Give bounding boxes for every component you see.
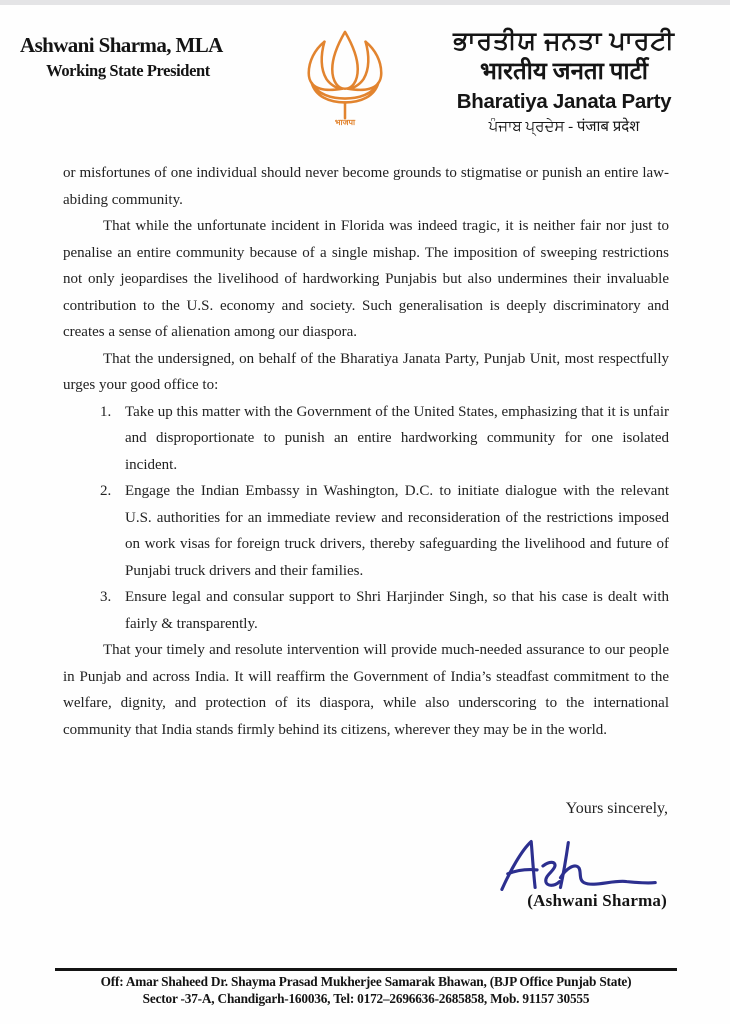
handwritten-signature-icon bbox=[498, 836, 664, 896]
list-item-text: Take up this matter with the Government of the United States, emphasizing that it is unfair and disproportionate to punish an entire hardworking community for one isolated incident. bbox=[125, 403, 669, 473]
top-border bbox=[0, 0, 730, 5]
sender-designation: Working State President bbox=[46, 61, 210, 80]
list-item bbox=[63, 584, 669, 637]
sender-name: Ashwani Sharma, MLA bbox=[20, 33, 223, 57]
paragraph: That the undersigned, on behalf of the Bharatiya Janata Party, Punjab Unit, most respectfully urges your good office to: bbox=[63, 350, 669, 393]
party-region: ਪੰਜਾਬ ਪ੍ਰਦੇਸ - पंजाब प्रदेश bbox=[488, 119, 640, 135]
list-item-text: Ensure legal and consular support to Shri Harjinder Singh, so that his case is dealt with fairly & transparently. bbox=[125, 589, 669, 632]
lotus-icon bbox=[296, 24, 394, 128]
request-list bbox=[63, 399, 669, 638]
list-item bbox=[63, 478, 669, 584]
office-address-footer bbox=[55, 968, 677, 1007]
party-name-hindi: भारतीय जनता पार्टी bbox=[480, 59, 648, 85]
sender-block bbox=[20, 33, 223, 81]
list-item-number: 2. bbox=[100, 483, 112, 499]
party-name-english: Bharatiya Janata Party bbox=[456, 90, 672, 113]
paragraph: or misfortunes of one individual should never become grounds to stigmatise or punish an entire law-abiding community. bbox=[63, 165, 669, 208]
salutation: Yours sincerely, bbox=[565, 800, 668, 817]
logo-caption-text: भाजपा bbox=[334, 118, 356, 127]
bjp-lotus-logo-icon bbox=[294, 24, 396, 127]
closing-paragraph: That your timely and resolute intervention will provide much-needed assurance to our people in Punjab and across India. It will reaffirm the Government of India’s steadfast commitment to the welfare, dignity, and protection of its diaspora, while also underscoring to the international community that India stands firmly behind its citizens, wherever they may be in the world. bbox=[63, 642, 669, 738]
list-item-number: 3. bbox=[100, 589, 112, 605]
paragraph: That while the unfortunate incident in Florida was indeed tragic, it is neither fair nor just to penalise an entire community because of a single mishap. The imposition of sweeping restrictions not only jeopardises the livelihood of hardworking Punjabis but also undermines their invaluable contribution to the U.S. economy and society. Such generalisation is deeply discriminatory and creates a sense of alienation among our diaspora. bbox=[63, 218, 669, 340]
letter-body bbox=[63, 160, 669, 743]
list-item-number: 1. bbox=[100, 403, 112, 420]
list-item bbox=[63, 399, 669, 479]
footer-address-line2: Sector -37-A, Chandigarh-160036, Tel: 0172–2696636-2685858, Mob. 91157 30555 bbox=[142, 990, 590, 1006]
signatory-name: (Ashwani Sharma) bbox=[527, 891, 667, 910]
party-name-block bbox=[420, 26, 708, 140]
footer-address-line1: Off: Amar Shaheed Dr. Shayma Prasad Mukherjee Samarak Bhawan, (BJP Office Punjab State) bbox=[100, 974, 632, 989]
party-name-gurmukhi: ਭਾਰਤੀਯ ਜਨਤਾ ਪਾਰਟੀ bbox=[453, 28, 675, 55]
list-item-text: Engage the Indian Embassy in Washington, D.C. to initiate dialogue with the relevant U.S. authorities for an immediate review and reconsideration of the restrictions imposed on work visas for foreign truck drivers, thereby safeguarding the livelihood and future of Punjabi truck drivers and their families. bbox=[125, 483, 669, 579]
